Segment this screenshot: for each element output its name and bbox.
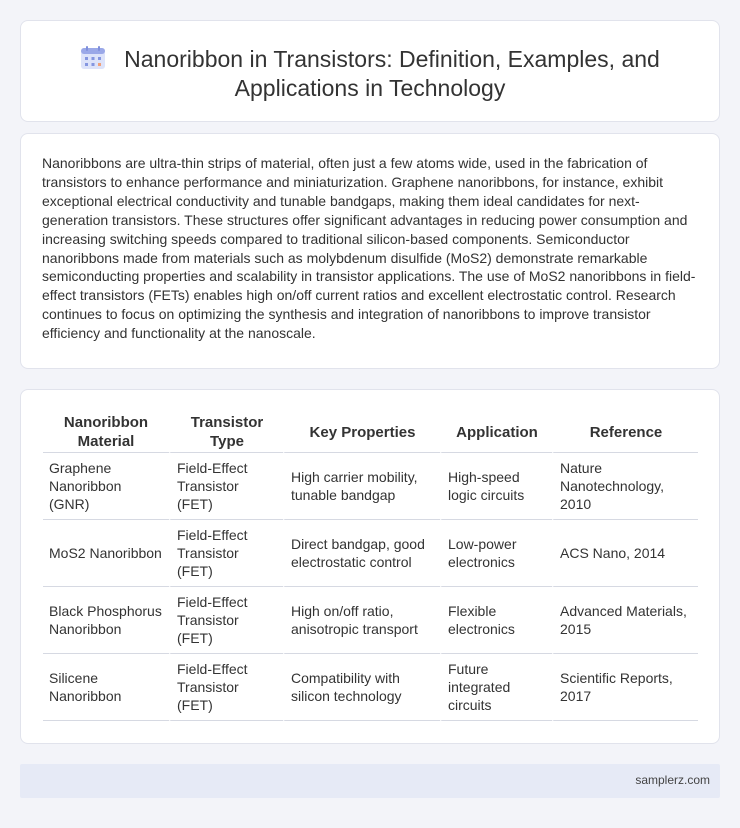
cell-application: Low-power electronics — [440, 520, 552, 587]
table-row — [43, 654, 698, 721]
cell-material: MoS2 Nanoribbon — [43, 520, 169, 587]
footer-bar — [20, 764, 720, 798]
cell-transistor-type: Field-Effect Transistor (FET) — [169, 654, 283, 721]
cell-transistor-type: Field-Effect Transistor (FET) — [169, 587, 283, 654]
page-title-text: Nanoribbon in Transistors: Definition, Examples, and Applications in Technology — [124, 46, 660, 101]
header-transistor-type: Transistor Type — [169, 412, 283, 453]
cell-material: Graphene Nanoribbon (GNR) — [43, 453, 169, 520]
intro-card — [20, 133, 720, 369]
cell-reference: Advanced Materials, 2015 — [552, 587, 698, 654]
table-row — [43, 453, 698, 520]
title-wrap — [21, 45, 719, 103]
header-reference: Reference — [552, 412, 698, 453]
intro-paragraph: Nanoribbons are ultra-thin strips of material, often just a few atoms wide, used in the fabrication of transistors to enhance performance and miniaturization. Graphene nanoribbons, for instance, exhibit exceptional electrical conductivity and tunable bandgaps, making them ideal candidates for next-generation transistors. These structures offer significant advantages in reducing power consumption and increasing switching speeds compared to traditional silicon-based components. Semiconductor nanoribbons made from materials such as molybdenum disulfide (MoS2) demonstrate remarkable semiconducting properties and scalability in transistor applications. The use of MoS2 nanoribbons in field-effect transistors (FETs) enables high on/off current ratios and excellent electrostatic control. Research continues to focus on optimizing the synthesis and integration of nanoribbons to improve transistor efficiency and functionality at the nanoscale. — [42, 155, 696, 342]
page-title — [21, 45, 719, 103]
cell-key-properties: High carrier mobility, tunable bandgap — [283, 453, 440, 520]
table-row — [43, 587, 698, 654]
cell-transistor-type: Field-Effect Transistor (FET) — [169, 453, 283, 520]
cell-transistor-type: Field-Effect Transistor (FET) — [169, 520, 283, 587]
cell-material: Silicene Nanoribbon — [43, 654, 169, 721]
cell-key-properties: Compatibility with silicon technology — [283, 654, 440, 721]
header-key-properties: Key Properties — [283, 412, 440, 453]
cell-reference: Scientific Reports, 2017 — [552, 654, 698, 721]
calendar-icon — [80, 46, 106, 70]
table-row — [43, 520, 698, 587]
cell-application: High-speed logic circuits — [440, 453, 552, 520]
table-card — [20, 389, 720, 744]
cell-reference: ACS Nano, 2014 — [552, 520, 698, 587]
cell-key-properties: High on/off ratio, anisotropic transport — [283, 587, 440, 654]
footer-site-link[interactable]: samplerz.com — [635, 773, 710, 787]
title-card — [20, 20, 720, 122]
header-material: Nanoribbon Material — [43, 412, 169, 453]
cell-application: Future integrated circuits — [440, 654, 552, 721]
cell-application: Flexible electronics — [440, 587, 552, 654]
nanoribbon-table — [43, 412, 698, 721]
header-application: Application — [440, 412, 552, 453]
cell-material: Black Phosphorus Nanoribbon — [43, 587, 169, 654]
cell-reference: Nature Nanotechnology, 2010 — [552, 453, 698, 520]
cell-key-properties: Direct bandgap, good electrostatic control — [283, 520, 440, 587]
table-header-row — [43, 412, 698, 453]
